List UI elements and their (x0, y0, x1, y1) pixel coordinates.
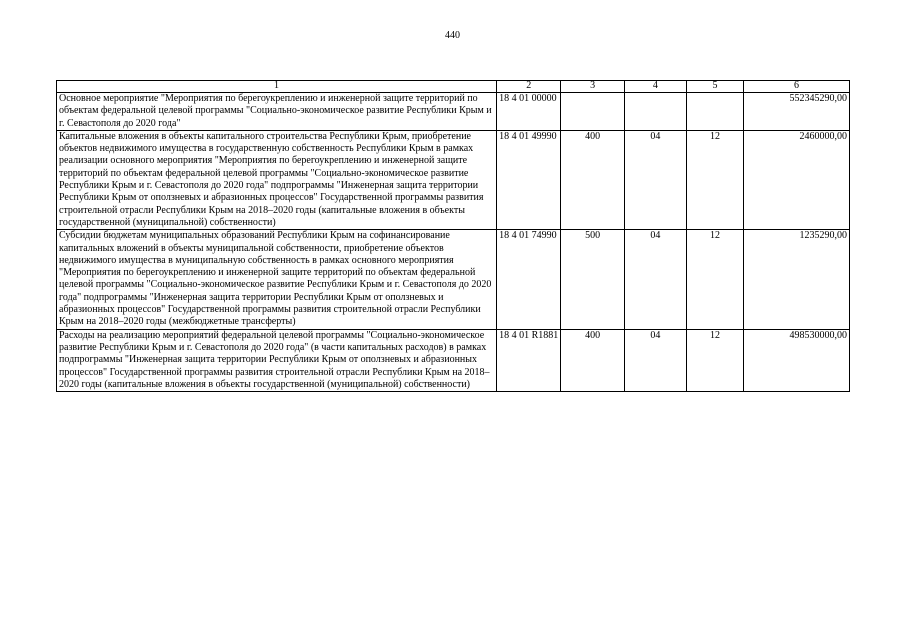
row-expense-type: 400 (561, 329, 624, 391)
row-target-code: 18 4 01 74990 (497, 230, 561, 329)
column-number-sum: 6 (744, 81, 850, 93)
table-row (57, 230, 850, 329)
table-row (57, 93, 850, 131)
row-expense-type: 400 (561, 130, 624, 229)
column-number-expense-type: 3 (561, 81, 624, 93)
row-section (624, 93, 686, 131)
table-row (57, 329, 850, 391)
page-number: 440 (445, 30, 460, 41)
column-number-code: 2 (497, 81, 561, 93)
row-sum: 498530000,00 (744, 329, 850, 391)
row-section: 04 (624, 130, 686, 229)
row-name: Субсидии бюджетам муниципальных образований Республики Крым на софинансирование капитальных вложений в объекты муниципальной собственности, приобретение объектов недвижимого имущества в муниципальную собственность в рамках основного мероприятия "Мероприятия по берегоукреплению и инженерной защите территорий по объектам федеральной целевой программы "Социально-экономическое развитие Республики Крым и г. Севастополя до 2020 года" подпрограммы "Инженерная защита территории Республики Крым от оползневых и абразионных процессов" Государственной программы развития строительной отрасли Республики Крым на 2018–2020 годы (межбюджетные трансферты) (57, 230, 497, 329)
row-sum: 2460000,00 (744, 130, 850, 229)
row-subsection (687, 93, 744, 131)
budget-table (56, 80, 850, 392)
column-number-subsection: 5 (687, 81, 744, 93)
row-sum: 552345290,00 (744, 93, 850, 131)
row-expense-type: 500 (561, 230, 624, 329)
row-name: Капитальные вложения в объекты капитального строительства Республики Крым, приобретение объектов недвижимого имущества в государственную собственность Республики Крым в рамках реализации основного мероприятия "Мероприятия по берегоукреплению и инженерной защите территорий по объектам федеральной целевой программы "Социально-экономическое развитие Республики Крым и г. Севастополя до 2020 года" подпрограммы "Инженерная защита территории Республики Крым от оползневых и абразионных процессов" Государственной программы развития строительной отрасли Республики Крым на 2018–2020 годы (капитальные вложения в объекты государственной (муниципальной) собственности) (57, 130, 497, 229)
column-number-row (57, 81, 850, 93)
row-subsection: 12 (687, 230, 744, 329)
row-expense-type (561, 93, 624, 131)
row-sum: 1235290,00 (744, 230, 850, 329)
row-subsection: 12 (687, 329, 744, 391)
row-section: 04 (624, 230, 686, 329)
table-row (57, 130, 850, 229)
row-target-code: 18 4 01 49990 (497, 130, 561, 229)
row-name: Основное мероприятие "Мероприятия по берегоукреплению и инженерной защите территорий по объектам федеральной целевой программы "Социально-экономическое развитие Республики Крым и г. Севастополя до 2020 года" (57, 93, 497, 131)
row-subsection: 12 (687, 130, 744, 229)
row-name: Расходы на реализацию мероприятий федеральной целевой программы "Социально-экономическое развитие Республики Крым и г. Севастополя до 2020 года" (в части капитальных расходов) в рамках подпрограммы "Инженерная защита территории Республики Крым от оползневых и абразионных процессов" Государственной программы развития строительной отрасли Республики Крым на 2018–2020 годы (капитальные вложения в объекты государственной (муниципальной) собственности) (57, 329, 497, 391)
column-number-name: 1 (57, 81, 497, 93)
row-target-code: 18 4 01 00000 (497, 93, 561, 131)
row-section: 04 (624, 329, 686, 391)
column-number-section: 4 (624, 81, 686, 93)
row-target-code: 18 4 01 R1881 (497, 329, 561, 391)
